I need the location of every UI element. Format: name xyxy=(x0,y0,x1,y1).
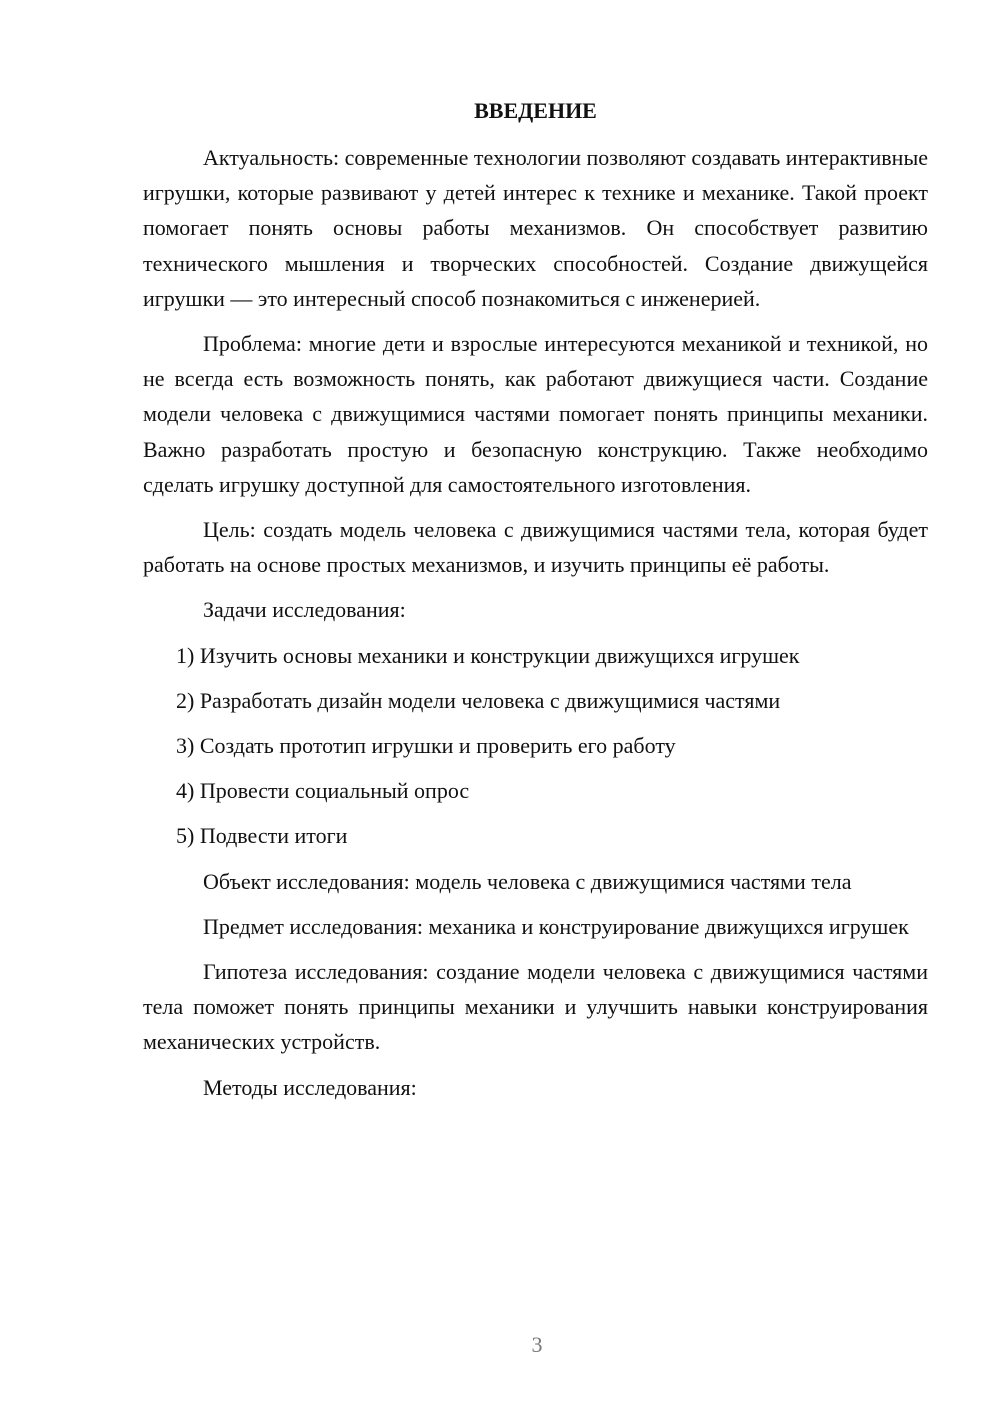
tasks-heading: Задачи исследования: xyxy=(203,597,406,623)
problem-paragraph: Проблема: многие дети и взрослые интересуются механикой и техникой, но не всегда есть возможность понять, как работают движущиеся части. Создание модели человека с движущимися частями помогает понять принципы механики. Важно разработать простую и безопасную конструкцию. Также необходимо сделать игрушку доступной для самостоятельного изготовления. xyxy=(143,331,928,497)
methods-heading: Методы исследования: xyxy=(203,1074,417,1100)
tasks-list xyxy=(143,638,928,854)
hypothesis-paragraph: Гипотеза исследования: создание модели человека с движущимися частями тела поможет понять принципы механики и улучшить навыки конструирования механических устройств. xyxy=(143,959,928,1055)
list-item: 3) Создать прототип игрушки и проверить его работу xyxy=(176,733,676,759)
list-item: 5) Подвести итоги xyxy=(176,823,348,849)
relevance-paragraph: Актуальность: современные технологии позволяют создавать интерактивные игрушки, которые развивают у детей интерес к технике и механике. Такой проект помогает понять основы работы механизмов. Он способствует развитию технического мышления и творческих способностей. Создание движущейся игрушки — это интересный способ познакомиться с инженерией. xyxy=(143,145,928,311)
goal-paragraph: Цель: создать модель человека с движущимися частями тела, которая будет работать на основе простых механизмов, и изучить принципы её работы. xyxy=(143,517,928,578)
section-title: ВВЕДЕНИЕ xyxy=(474,98,597,123)
page-number: 3 xyxy=(531,1332,543,1357)
object-paragraph: Объект исследования: модель человека с движущимися частями тела xyxy=(203,868,852,894)
page-content xyxy=(143,93,928,1115)
list-item: 1) Изучить основы механики и конструкции движущихся игрушек xyxy=(176,642,800,668)
list-item: 2) Разработать дизайн модели человека с движущимися частями xyxy=(176,687,781,713)
list-item: 4) Провести социальный опрос xyxy=(176,778,470,804)
subject-paragraph: Предмет исследования: механика и конструирование движущихся игрушек xyxy=(203,913,909,939)
